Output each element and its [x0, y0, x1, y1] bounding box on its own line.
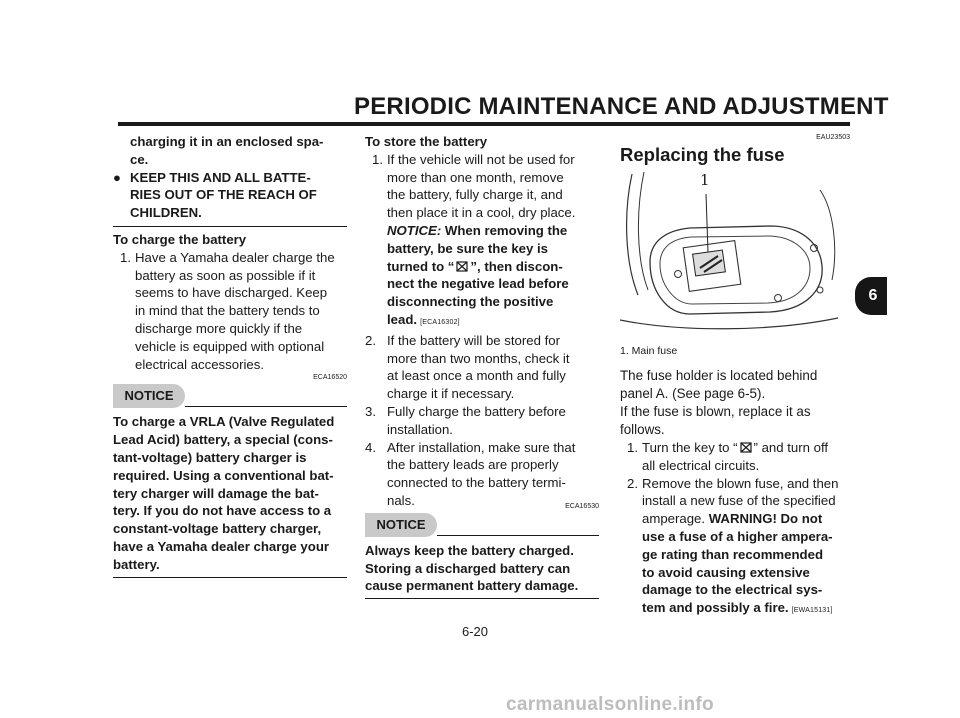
fuse-step-2	[620, 475, 850, 620]
step-line: all electrical circuits.	[642, 457, 760, 473]
warning-line	[642, 599, 850, 620]
step-number: 1.	[120, 249, 131, 265]
warning-line: ce.	[130, 151, 149, 167]
step-line: at least once a month and fully	[387, 368, 566, 384]
step-line: If the vehicle will not be used for	[387, 151, 575, 167]
inline-notice-line	[387, 222, 599, 240]
paragraph-line: follows.	[620, 422, 665, 437]
warning-line: ge rating than recommended	[642, 546, 823, 562]
warning-bullet	[113, 169, 347, 222]
step-line: the battery leads are properly	[387, 457, 559, 473]
step-line: connected to the battery termi-	[387, 475, 566, 491]
notice-line: cause permanent battery damage.	[365, 578, 579, 594]
column-2	[365, 133, 599, 599]
notice-line	[387, 311, 599, 332]
step-number: 4.	[365, 439, 376, 455]
step-line: After installation, make sure that	[387, 439, 576, 455]
warning-line: CHILDREN.	[130, 205, 202, 221]
step-line: Remove the blown fuse, and then	[642, 475, 839, 491]
header-rule	[118, 122, 850, 126]
store-heading: To store the battery	[365, 134, 488, 149]
store-step-3	[365, 403, 599, 439]
bullet-icon: ●	[113, 169, 121, 185]
step-line: more than two months, check it	[387, 350, 570, 366]
fuse-section-heading: Replacing the fuse	[620, 144, 785, 165]
step-text: Turn the key to “	[642, 440, 738, 455]
notice-line: battery.	[113, 556, 160, 572]
warning-line: to avoid causing extensive	[642, 564, 810, 580]
warning-text: WARNING! Do not	[708, 511, 823, 527]
notice-end-rule	[113, 577, 347, 578]
step-line: electrical accessories.	[135, 356, 264, 372]
notice-text: ”, then discon-	[470, 258, 563, 274]
notice-text: When removing the	[444, 222, 568, 238]
warning-line: RIES OUT OF THE REACH OF	[130, 187, 317, 203]
warning-continued	[113, 133, 347, 169]
notice-rule	[437, 535, 599, 536]
warning-line: damage to the electrical sys-	[642, 582, 823, 598]
notice-line: disconnecting the positive	[387, 294, 554, 310]
step-text: ” and turn off	[753, 440, 829, 455]
fuse-paragraph-1	[620, 367, 850, 439]
step-number: 3.	[365, 403, 376, 419]
fuse-figure	[620, 170, 838, 340]
page-number: 6-20	[462, 624, 489, 639]
chapter-side-tab: 6	[855, 277, 887, 315]
notice-line: have a Yamaha dealer charge your	[113, 538, 330, 554]
notice-text: turned to “	[387, 258, 455, 274]
notice-line: required. Using a conventional bat-	[113, 467, 334, 483]
notice-line: battery, be sure the key is	[387, 240, 549, 256]
warning-line: use a fuse of a higher ampera-	[642, 528, 833, 544]
code-eau23503: EAU23503	[816, 134, 850, 141]
notice-line: tery. If you do not have access to a	[113, 503, 332, 519]
warning-line: charging it in an enclosed spa-	[130, 134, 324, 149]
step-number: 2.	[627, 475, 638, 491]
figure-callout-number: 1	[700, 171, 710, 189]
notice-line: constant-voltage battery charger,	[113, 521, 322, 537]
warning-line: KEEP THIS AND ALL BATTE-	[130, 169, 311, 185]
notice-badge: NOTICE	[113, 384, 185, 408]
step-number: 1.	[627, 440, 638, 455]
step-line: Fully charge the battery before	[387, 403, 566, 419]
step-number: 1.	[372, 151, 383, 167]
store-step-2	[365, 332, 599, 403]
paragraph-line: The fuse holder is located behind	[620, 368, 818, 383]
column-3	[620, 133, 850, 620]
notice-header	[113, 384, 347, 410]
notice-header	[365, 513, 599, 539]
step-number: 2.	[365, 332, 376, 348]
notice-word: NOTICE:	[387, 222, 442, 238]
paragraph-line: panel A. (See page 6-5).	[620, 386, 766, 401]
step-line: charge it if necessary.	[387, 386, 515, 402]
store-step-4	[365, 439, 599, 510]
notice-line: tery charger will damage the bat-	[113, 485, 319, 501]
step-line: battery as soon as possible if it	[135, 267, 316, 283]
notice-line	[387, 258, 599, 276]
notice-line: Storing a discharged battery can	[365, 560, 571, 576]
notice-text: lead.	[387, 311, 418, 327]
notice-line: nect the negative lead before	[387, 276, 569, 292]
step-line: the battery, fully charge it, and	[387, 187, 563, 203]
notice-text	[365, 542, 599, 595]
notice-line: Always keep the battery charged.	[365, 542, 574, 558]
notice-line: To charge a VRLA (Valve Regulated	[113, 414, 335, 430]
step-line: then place it in a cool, dry place.	[387, 205, 576, 221]
notice-end-rule	[365, 598, 599, 599]
notice-line: Lead Acid) battery, a special (cons-	[113, 432, 333, 448]
figure-caption: 1. Main fuse	[620, 345, 678, 357]
charge-step-1	[113, 249, 347, 374]
key-off-symbol-icon	[456, 261, 468, 272]
step-line: install a new fuse of the specified	[642, 493, 836, 509]
page-header-title: PERIODIC MAINTENANCE AND ADJUSTMENT	[354, 93, 889, 120]
step-line: seems to have discharged. Keep	[135, 285, 328, 301]
warning-text: tem and possibly a fire.	[642, 600, 789, 616]
step-line	[642, 510, 850, 528]
step-line: more than one month, remove	[387, 169, 564, 185]
notice-rule	[185, 406, 347, 407]
notice-line: tant-voltage) battery charger is	[113, 449, 307, 465]
step-line: Have a Yamaha dealer charge the	[135, 249, 335, 265]
step-line: If the battery will be stored for	[387, 332, 560, 348]
step-line: installation.	[387, 421, 453, 437]
code-eca16530: ECA16530	[565, 502, 599, 510]
notice-text	[113, 413, 347, 573]
fuse-step-1	[620, 439, 850, 475]
step-line	[642, 439, 850, 457]
warning-end-rule	[113, 226, 347, 227]
code-ewa15131: [EWA15131]	[791, 607, 833, 615]
step-text: amperage.	[642, 511, 706, 527]
watermark: carmanualsonline.info	[506, 694, 714, 715]
step-line: discharge more quickly if the	[135, 320, 303, 336]
key-off-symbol-icon	[740, 442, 752, 453]
paragraph-line: If the fuse is blown, replace it as	[620, 404, 811, 419]
store-step-1	[365, 151, 599, 332]
code-eca16520: ECA16520	[313, 374, 347, 382]
fuse-illustration	[620, 170, 838, 340]
step-line: in mind that the battery tends to	[135, 303, 320, 319]
code-eca16302: [ECA16302]	[420, 318, 460, 326]
notice-badge: NOTICE	[365, 513, 437, 537]
step-line: vehicle is equipped with optional	[135, 338, 325, 354]
step-line: nals.	[387, 492, 415, 508]
column-1	[113, 133, 347, 578]
charge-heading: To charge the battery	[113, 231, 247, 247]
